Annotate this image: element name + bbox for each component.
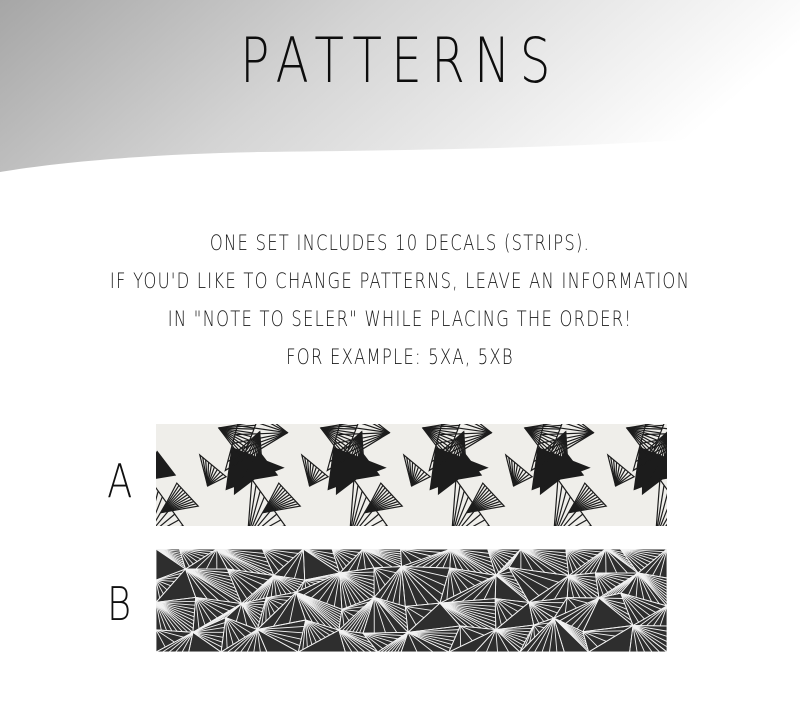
pattern-a-swatch: [156, 424, 667, 526]
pattern-a-graphic: [156, 424, 667, 526]
header-banner: [0, 0, 800, 190]
page-title: PATTERNS: [240, 24, 560, 97]
info-line-2: IF YOU'D LIKE TO CHANGE PATTERNS, LEAVE AN INFORMATION: [109, 269, 691, 293]
info-line-3: IN "NOTE TO SELER" WHILE PLACING THE ORDER!: [167, 307, 633, 331]
pattern-b-swatch: [156, 549, 667, 652]
info-line-1: ONE SET INCLUDES 10 DECALS (STRIPS).: [209, 231, 591, 255]
info-line-4: FOR EXAMPLE: 5XA, 5XB: [286, 345, 514, 369]
pattern-b-graphic: [156, 549, 667, 652]
pattern-a-label: A: [107, 454, 133, 508]
pattern-b-label: B: [107, 577, 132, 631]
order-info: [0, 224, 800, 376]
